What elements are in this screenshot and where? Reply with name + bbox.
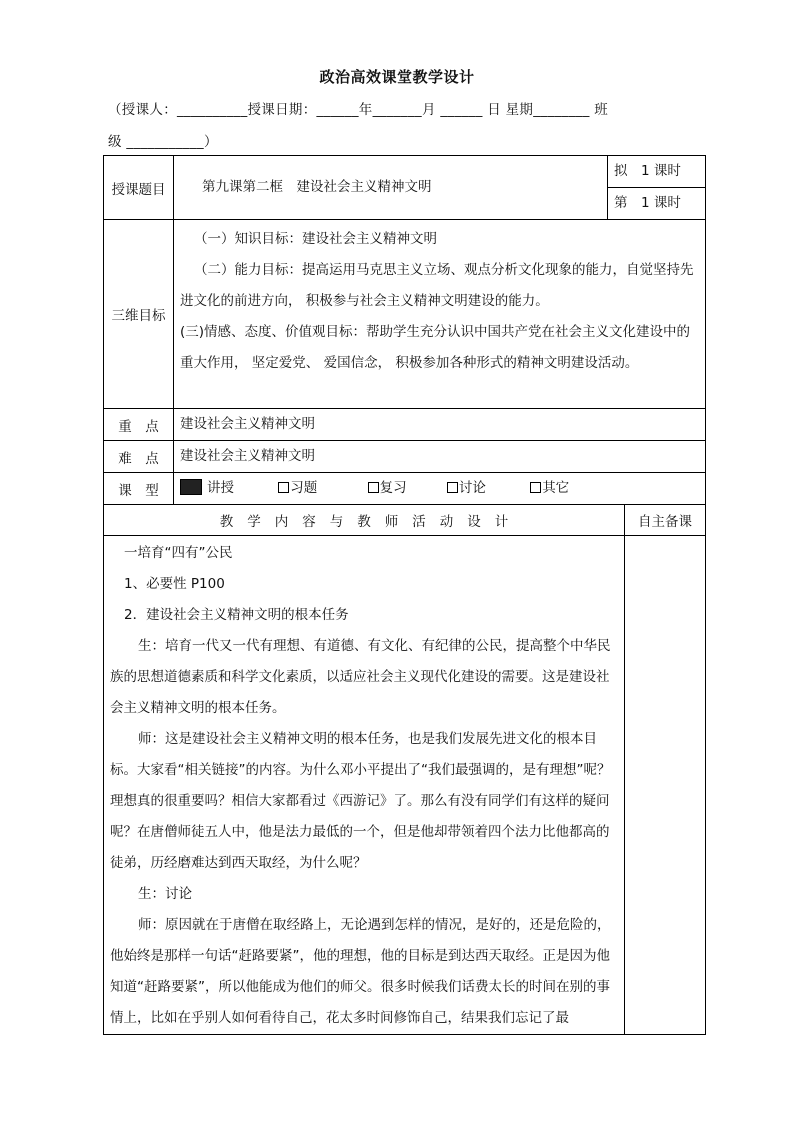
header-line-1: （授课人：__________授课日期：______年_______月 ______ 日 星期________ 班 <box>108 102 609 118</box>
goal-knowledge: （一）知识目标：建设社会主义精神文明 <box>194 231 437 247</box>
goal-emotion: (三)情感、态度、价值观目标：帮助学生充分认识中国共产党在社会主义文化建设中的重大作用， 坚定爱党、 爱国信念， 积极参加各种形式的精神文明建设活动。 <box>180 324 691 371</box>
goal-ability: （二）能力目标：提高运用马克思主义立场、观点分析文化现象的能力，自觉坚持先进文化的前进方向， 积极参与社会主义精神文明建设的能力。 <box>180 262 694 309</box>
document-title: 政治高效课堂教学设计 <box>319 68 475 86</box>
content-heading: 一培育“四有”公民 <box>124 545 233 561</box>
option-exercise[interactable]: 习题 <box>278 473 317 504</box>
checkbox-icon <box>368 482 379 493</box>
content-paragraph: 生：培育一代又一代有理想、有道德、有文化、有纪律的公民，提高整个中华民族的思想道德素质和科学文化素质，以适应社会主义现代化建设的需要。这是建设社会主义精神文明的根本任务。 <box>110 638 611 716</box>
checkbox-icon <box>447 482 458 493</box>
checkbox-icon <box>530 482 541 493</box>
content-item-2: 2．建设社会主义精神文明的根本任务 <box>124 607 349 623</box>
key-point-label: 重 点 <box>104 409 174 441</box>
difficulty-value: 建设社会主义精神文明 <box>174 441 706 473</box>
design-header: 教学内容与教师活动设计 <box>104 505 625 536</box>
lesson-type-label: 课 型 <box>104 473 174 505</box>
difficulty-label: 难 点 <box>104 441 174 473</box>
lesson-plan-table <box>103 155 706 1035</box>
checked-box-icon <box>180 479 202 495</box>
content-paragraph: 师：这是建设社会主义精神文明的根本任务，也是我们发展先进文化的根本目标。大家看“相关链接”的内容。为什么邓小平提出了“我们最强调的，是有理想”呢？理想真的很重要吗？相信大家都看过《西游记》了。那么有没有同学们有这样的疑问呢？在唐僧师徒五人中，他是法力最低的一个，但是他却带领着四个法力比他都高的徒弟，历经磨难达到西天取经，为什么呢？ <box>110 731 611 871</box>
key-point-value: 建设社会主义精神文明 <box>174 409 706 441</box>
teaching-content <box>104 536 625 1035</box>
option-lecture[interactable]: 讲授 <box>174 473 234 504</box>
content-paragraph: 师：原因就在于唐僧在取经路上，无论遇到怎样的情况，是好的，还是危险的，他始终是那样一句话“赶路要紧”，他的理想，他的目标是到达西天取经。正是因为他知道“赶路要紧”，所以他能成为他们的师父。很多时候我们话费太长的时间在别的事情上，比如在乎别人如何看待自己，花太多时间修饰自己，结果我们忘记了最 <box>110 917 611 1026</box>
lesson-type-options <box>174 473 706 505</box>
session-number: 第 1 课时 <box>608 188 706 220</box>
goals-cell <box>174 220 706 409</box>
option-discussion[interactable]: 讨论 <box>447 473 486 504</box>
option-review[interactable]: 复习 <box>368 473 407 504</box>
content-item-1: 1、必要性 P100 <box>124 576 225 592</box>
checkbox-icon <box>278 482 289 493</box>
topic-value: 第九课第二框 建设社会主义精神文明 <box>174 156 608 220</box>
header-line-2: 级 ___________） <box>108 134 218 150</box>
planned-hours: 拟 1 课时 <box>608 156 706 188</box>
goals-label: 三维目标 <box>104 220 174 409</box>
content-paragraph: 生：讨论 <box>138 886 192 902</box>
self-prep-cell[interactable] <box>625 536 706 1035</box>
option-other[interactable]: 其它 <box>530 473 569 504</box>
topic-label: 授课题目 <box>104 156 174 220</box>
self-prep-header: 自主备课 <box>625 505 706 536</box>
